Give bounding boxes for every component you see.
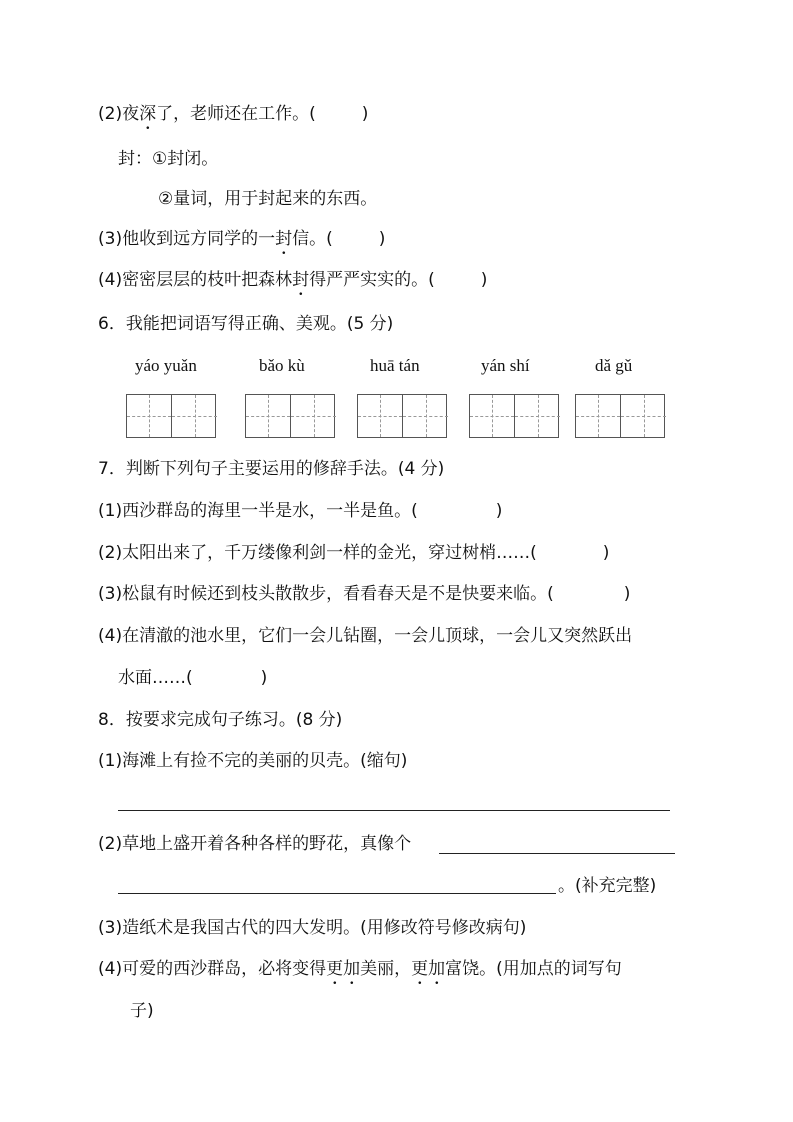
question-7-title: 7．判断下列句子主要运用的修辞手法。(4 分): [98, 459, 445, 479]
question-8-title: 8．按要求完成句子练习。(8 分): [98, 710, 343, 730]
pinyin-2: bǎo kù: [259, 356, 305, 375]
close-paren: ): [361, 104, 369, 124]
item-text: (3)松鼠有时候还到枝头散散步，看看春天是不是快要来临。(: [98, 584, 554, 604]
item-text: (2)夜: [98, 104, 140, 124]
close-paren: ): [260, 668, 268, 688]
pinyin-3: huā tán: [370, 356, 420, 375]
question-8-item-3: (3)造纸术是我国古代的四大发明。(用修改符号修改病句): [98, 918, 527, 938]
item-text: (2)太阳出来了，千万缕像利剑一样的金光，穿过树梢……(: [98, 543, 537, 563]
definition-feng-1: 封：①封闭。: [118, 149, 219, 169]
writing-grid-5[interactable]: [575, 394, 665, 438]
question-5-item-3: [98, 228, 385, 259]
answer-line[interactable]: [118, 810, 670, 811]
item-text: 美丽，: [360, 959, 412, 979]
item-text: (1)西沙群岛的海里一半是水，一半是鱼。(: [98, 501, 418, 521]
close-paren: ): [378, 229, 386, 249]
item-text: 信。(: [292, 229, 333, 249]
question-7-item-4: (4)在清澈的池水里，它们一会儿钻圈，一会儿顶球，一会儿又突然跃出: [98, 626, 633, 646]
dotted-word: 更加: [326, 959, 361, 979]
definition-feng-2: ②量词，用于封起来的东西。: [158, 189, 378, 209]
answer-line[interactable]: [439, 853, 675, 854]
question-7-item-4-cont: [118, 667, 267, 689]
dotted-char: 深: [139, 104, 157, 124]
close-paren: ): [602, 543, 610, 563]
answer-line[interactable]: [118, 893, 556, 894]
item-text: 了，老师还在工作。(: [156, 104, 316, 124]
question-7-item-3: [98, 583, 630, 605]
item-text: 水面……(: [118, 668, 193, 688]
writing-grid-2[interactable]: [245, 394, 335, 438]
item-text: (3)他收到远方同学的一: [98, 229, 276, 249]
item-text: (4)可爱的西沙群岛，必将变得: [98, 959, 327, 979]
pinyin-4: yán shí: [481, 356, 530, 375]
question-8-item-1: (1)海滩上有捡不完的美丽的贝壳。(缩句): [98, 751, 408, 771]
writing-grid-1[interactable]: [126, 394, 216, 438]
item-text: (4)密密层层的枝叶把森林: [98, 270, 293, 290]
item-text: 得严严实实的。(: [309, 270, 435, 290]
writing-grid-3[interactable]: [357, 394, 447, 438]
question-7-item-1: [98, 500, 502, 522]
item-text: 富饶。(用加点的词写句: [445, 959, 622, 979]
question-7-item-2: [98, 542, 609, 564]
question-8-item-2-end: 。(补充完整): [558, 876, 657, 896]
question-5-item-2: [98, 103, 368, 134]
pinyin-1: yáo yuǎn: [135, 356, 197, 375]
question-6-title: 6．我能把词语写得正确、美观。(5 分): [98, 314, 394, 334]
dotted-char: 封: [275, 229, 293, 249]
close-paren: ): [495, 501, 503, 521]
close-paren: ): [623, 584, 631, 604]
close-paren: ): [480, 270, 488, 290]
question-8-item-4-cont: 子): [130, 1001, 154, 1021]
question-5-item-4: [98, 269, 487, 300]
pinyin-5: dǎ gǔ: [595, 356, 633, 375]
dotted-char: 封: [292, 270, 310, 290]
dotted-word: 更加: [411, 959, 446, 979]
question-8-item-4: [98, 958, 622, 989]
writing-grid-4[interactable]: [469, 394, 559, 438]
question-8-item-2: (2)草地上盛开着各种各样的野花，真像个: [98, 834, 412, 854]
